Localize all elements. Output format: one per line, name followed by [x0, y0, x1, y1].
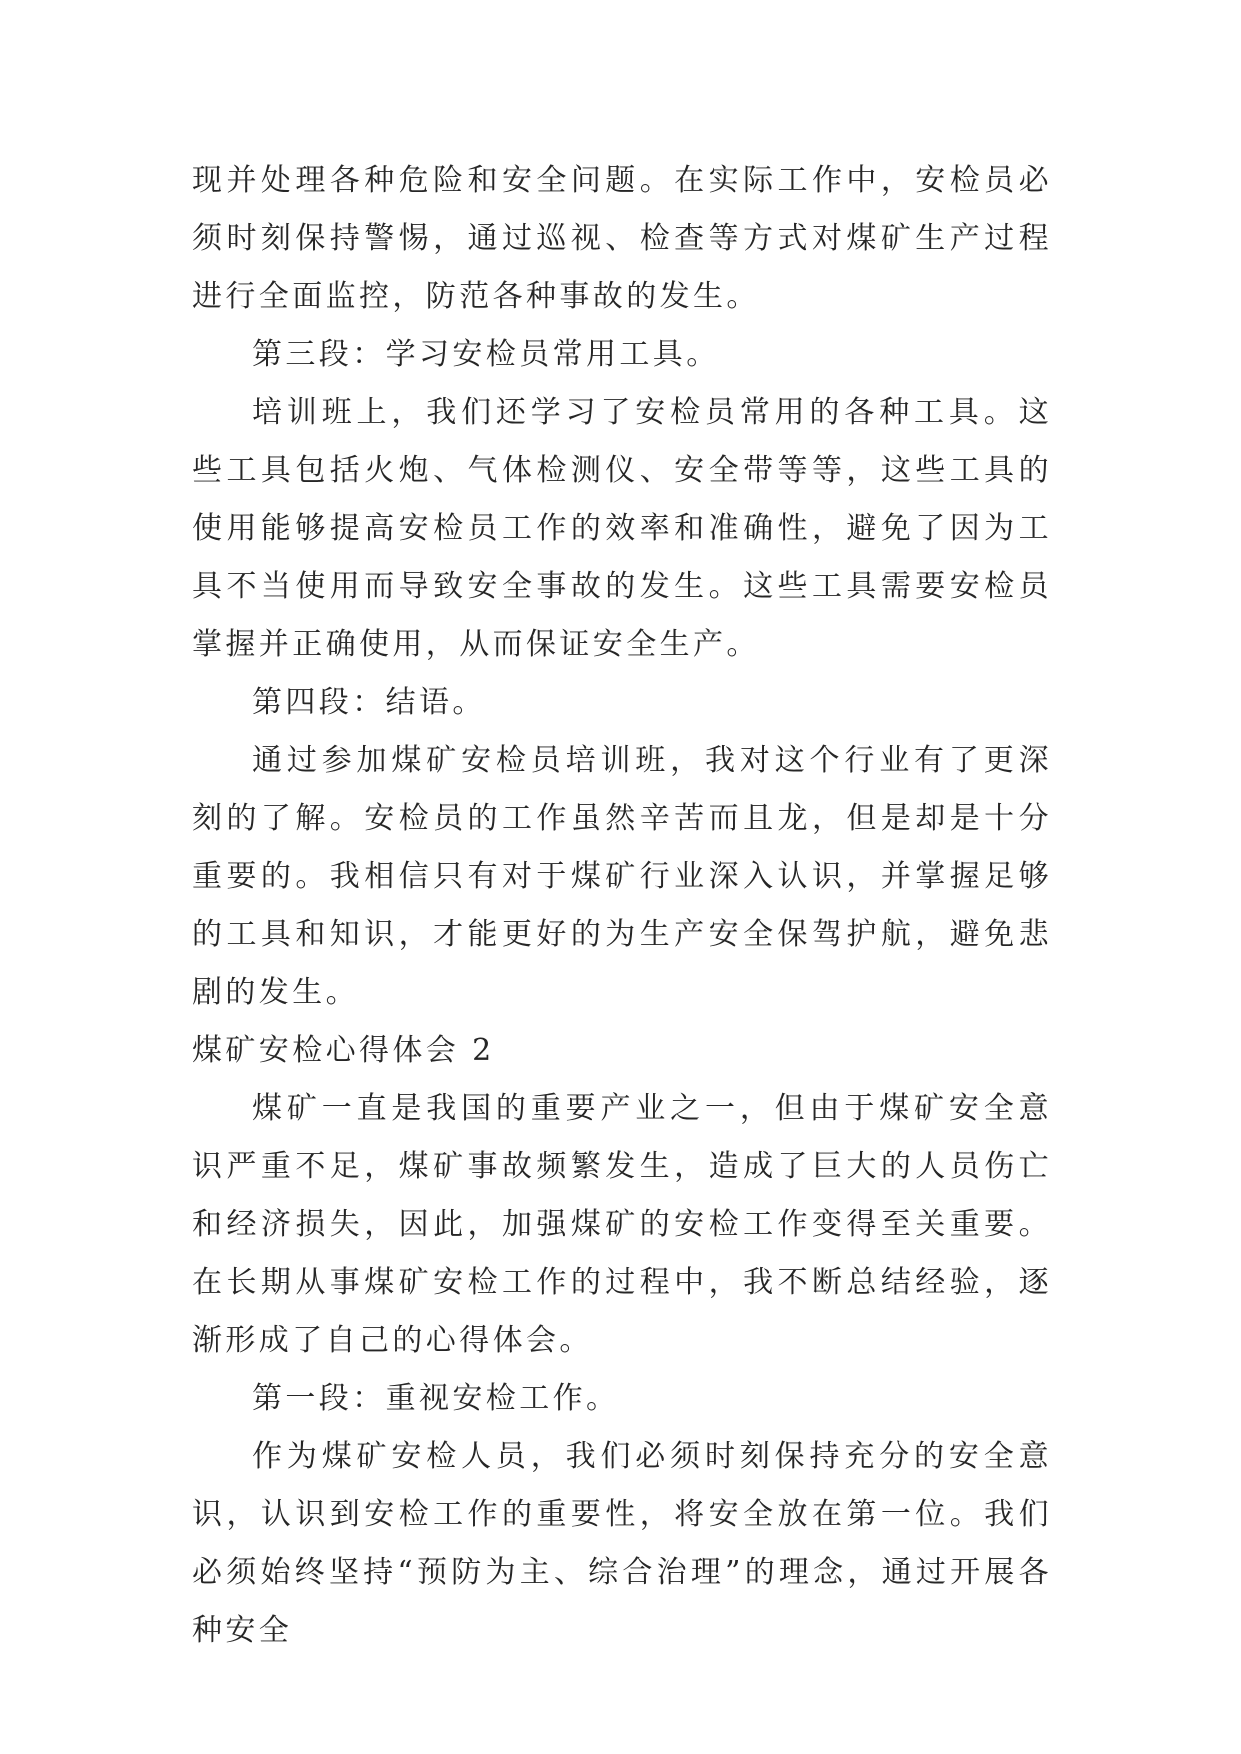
section-heading-3: 第三段：学习安检员常用工具。 — [252, 337, 720, 372]
paragraph-tools: 培训班上，我们还学习了安检员常用的各种工具。这些工具包括火炮、气体检测仪、安全带等等，这些工具的使用能够提高安检员工作的效率和准确性，避免了因为工具不当使用而导致安全事故的发生。这些工具需要安检员掌握并正确使用，从而保证安全生产。 — [192, 395, 1052, 662]
document-body — [192, 152, 1052, 1660]
paragraph-continuation: 现并处理各种危险和安全问题。在实际工作中，安检员必须时刻保持警惕，通过巡视、检查等方式对煤矿生产过程进行全面监控，防范各种事故的发生。 — [192, 163, 1052, 314]
section-heading-1: 第一段：重视安检工作。 — [252, 1381, 620, 1416]
paragraph-importance: 作为煤矿安检人员，我们必须时刻保持充分的安全意识，认识到安检工作的重要性，将安全放在第一位。我们必须始终坚持“预防为主、综合治理”的理念，通过开展各种安全 — [192, 1439, 1052, 1648]
paragraph-intro-2: 煤矿一直是我国的重要产业之一，但由于煤矿安全意识严重不足，煤矿事故频繁发生，造成了巨大的人员伤亡和经济损失，因此，加强煤矿的安检工作变得至关重要。在长期从事煤矿安检工作的过程中，我不断总结经验，逐渐形成了自己的心得体会。 — [192, 1091, 1052, 1358]
section-heading-4: 第四段：结语。 — [252, 685, 486, 720]
paragraph-conclusion: 通过参加煤矿安检员培训班，我对这个行业有了更深刻的了解。安检员的工作虽然辛苦而且龙，但是却是十分重要的。我相信只有对于煤矿行业深入认识，并掌握足够的工具和知识，才能更好的为生产安全保驾护航，避免悲剧的发生。 — [192, 743, 1052, 1010]
article-title-2: 煤矿安检心得体会 2 — [192, 1033, 495, 1068]
